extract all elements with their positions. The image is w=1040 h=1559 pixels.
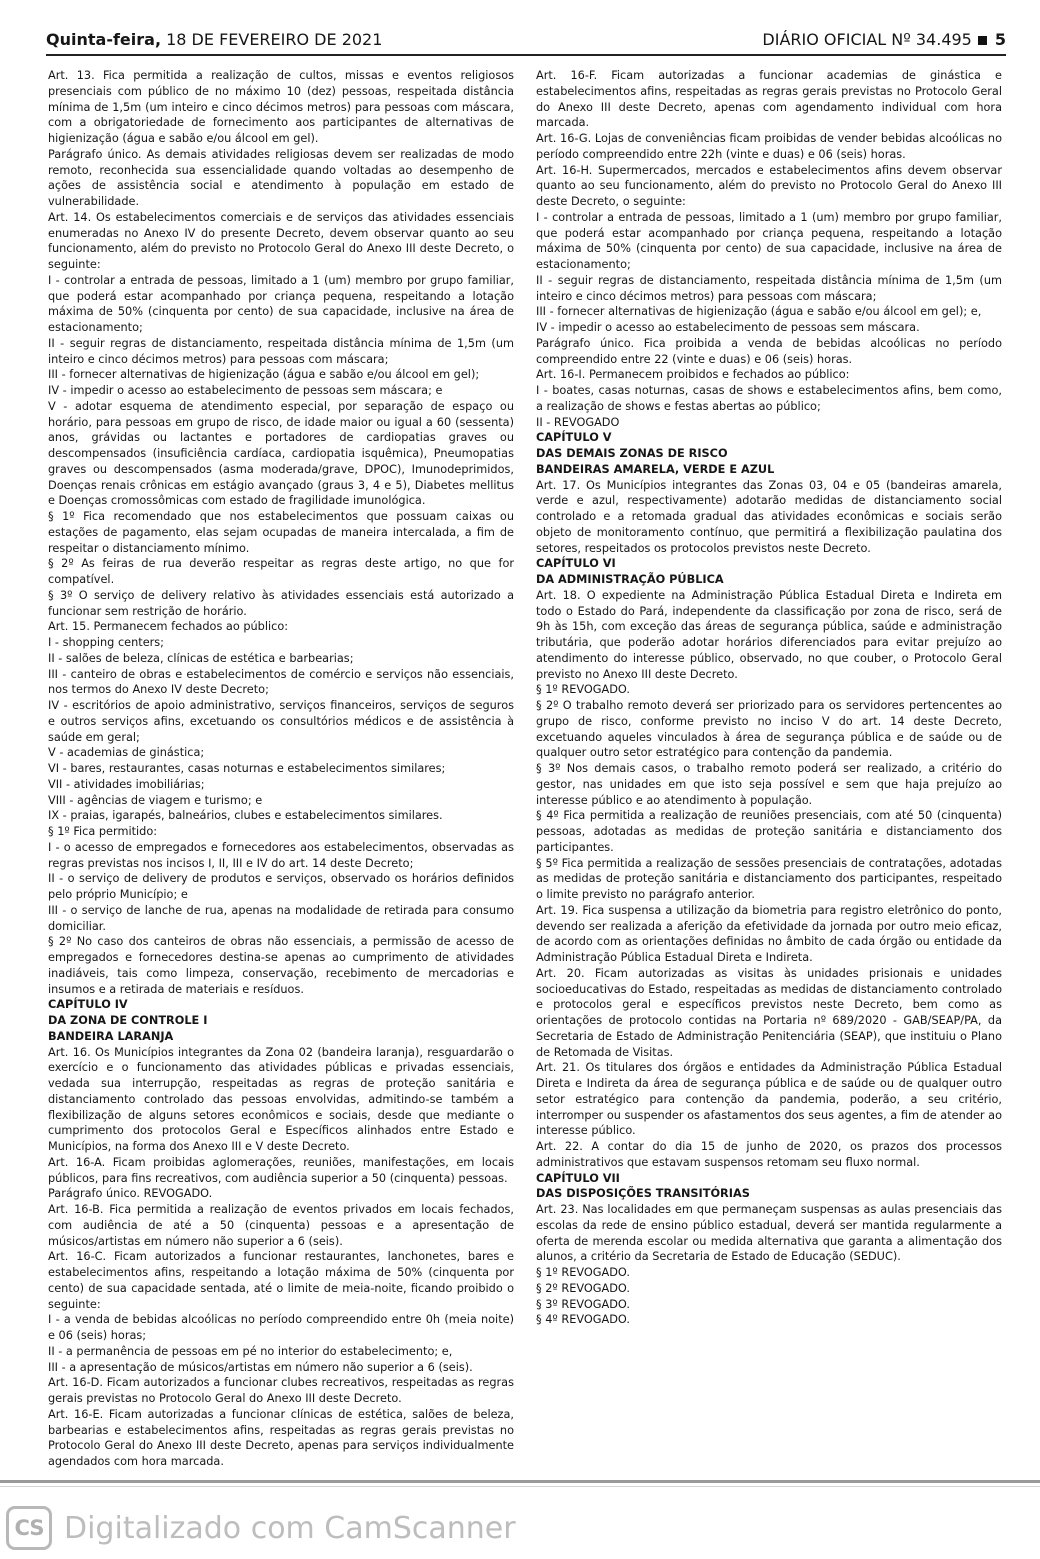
- paragraph: I - shopping centers;: [48, 636, 164, 649]
- paragraph: V - academias de ginástica;: [48, 746, 205, 760]
- section-heading: BANDEIRAS AMARELA, VERDE E AZUL: [536, 462, 775, 476]
- paragraph: Art. 16-A. Ficam proibidas aglomerações, reuniões, manifestações, em locais públicos, para fins recreativos, com audiência superior a 50 (cinquenta) pessoas.: [48, 1155, 514, 1185]
- paragraph: VIII - agências de viagem e turismo; e: [48, 793, 263, 807]
- paragraph: § 5º Fica permitida a realização de sessões presenciais de contratações, adotadas as medidas de proteção sanitária e distanciamento dos participantes, respeitado o limite previsto no parágrafo anterior.: [536, 856, 1002, 901]
- paragraph: II - seguir regras de distanciamento, respeitada distância mínima de 1,5m (um inteiro e cinco décimos metros) para pessoas com máscara;: [536, 273, 1002, 303]
- paragraph: Art. 16-B. Fica permitida a realização de eventos privados em locais fechados, com audiência de até a 50 (cinquenta) pessoas e a apresentação de músicos/artistas em número não superior a 6 (seis).: [48, 1203, 514, 1248]
- right-column: [536, 68, 1002, 1328]
- header-day: Quinta-feira,: [46, 30, 162, 49]
- paragraph: Art. 16-F. Ficam autorizadas a funcionar academias de ginástica e estabelecimentos afins, respeitadas as regras gerais previstas no Protocolo Geral do Anexo III deste Decreto, apenas com agendamento individual com hora marcada.: [536, 69, 1002, 130]
- section-heading: DA ZONA DE CONTROLE I: [48, 1014, 208, 1027]
- section-heading: DAS DEMAIS ZONAS DE RISCO: [536, 447, 728, 460]
- paragraph: § 1º REVOGADO.: [536, 683, 630, 697]
- paragraph: I - boates, casas noturnas, casas de shows e estabelecimentos afins, bem como, a realização de shows e festas abertas ao público;: [536, 384, 1002, 413]
- section-heading: DA ADMINISTRAÇÃO PÚBLICA: [536, 573, 724, 586]
- paragraph: § 1º Fica recomendado que nos estabelecimentos que possuam caixas ou estações de pagamento, elas sejam ocupadas de maneira intercalada, a fim de respeitar o distanciamento mínimo.: [48, 510, 514, 555]
- square-bullet-icon: [978, 36, 987, 45]
- page-header: [46, 30, 1006, 56]
- footer-divider: [0, 1480, 1040, 1483]
- paragraph: § 2º No caso dos canteiros de obras não essenciais, a permissão de acesso de empregados e fornecedores destina-se apenas ao cumprimento de atividades inadiáveis, tais como limpeza, conservação, recebimento de mercadorias e insumos e a retirada de materiais e resíduos.: [48, 935, 514, 996]
- paragraph: I - controlar a entrada de pessoas, limitado a 1 (um) membro por grupo familiar, que poderá estar acompanhado por criança pequena, respeitando a lotação máxima de 50% (cinquenta por cento) de sua capacidade, inclusive na área de estacionamento;: [536, 210, 1002, 271]
- paragraph: Art. 22. A contar do dia 15 de junho de 2020, os prazos dos processos administrativos que estavam suspensos retomam seu fluxo normal.: [536, 1140, 1002, 1169]
- paragraph: V - adotar esquema de atendimento especial, por separação de espaço ou horário, para pessoas em grupo de risco, de idade maior ou igual a 60 (sessenta) anos, grávidas ou lactantes e portadores de cardiopatias graves ou descompensados (insuficiência cardíaca, cardiopatia isquêmica), Pneumopatias graves ou descompensados (asma moderada/grave, DPOC), Imunodeprimidos, Doenças renais crônicas em estágio avançado (graus 3, 4 e 5), Diabetes mellitus e Doenças cromossômicas com estado de fragilidade imunológica.: [48, 399, 514, 508]
- paragraph: Art. 16-C. Ficam autorizados a funcionar restaurantes, lanchonetes, bares e estabelecimentos afins, respeitando a lotação máxima de 50% (cinquenta por cento) de sua capacidade sentada, até o limite de meia-noite, ficando proibido o seguinte:: [48, 1250, 514, 1311]
- paragraph: IV - impedir o acesso ao estabelecimento de pessoas sem máscara.: [536, 321, 920, 334]
- camscanner-text: Digitalizado com CamScanner: [64, 1510, 516, 1546]
- paragraph: III - fornecer alternativas de higienização (água e sabão e/ou álcool em gel); e,: [536, 305, 982, 319]
- paragraph: Art. 16-E. Ficam autorizadas a funcionar clínicas de estética, salões de beleza, barbearias e estabelecimentos afins, respeitadas as regras gerais previstas no Protocolo Geral do Anexo III deste Decreto, apenas para serviços individualmente agendados com hora marcada.: [48, 1407, 514, 1468]
- paragraph: III - fornecer alternativas de higienização (água e sabão e/ou álcool em gel);: [48, 368, 480, 382]
- paragraph: § 1º Fica permitido:: [48, 825, 158, 838]
- paragraph: I - o acesso de empregados e fornecedores aos estabelecimentos, observadas as regras previstas nos incisos I, II, III e IV do art. 14 deste Decreto;: [48, 840, 514, 870]
- paragraph: Art. 20. Ficam autorizadas as visitas às unidades prisionais e unidades socioeducativas do Estado, respeitadas as medidas de distanciamento controlado e protocolos geral e específicos previstos neste Decreto, bem como as orientações de protocolo contidas na Portaria nº 689/2020 - GAB/SEAP/PA, da Secretaria de Estado de Administração Penitenciária (SEAP), que instituiu o Plano de Retomada de Visitas.: [536, 966, 1002, 1059]
- section-heading: BANDEIRA LARANJA: [48, 1029, 174, 1043]
- header-date-text: 18 DE FEVEREIRO DE 2021: [161, 30, 383, 49]
- paragraph: II - a permanência de pessoas em pé no interior do estabelecimento; e,: [48, 1344, 453, 1358]
- paragraph: IV - escritórios de apoio administrativo, serviços financeiros, serviços de seguros e outros serviços afins, excetuando os consultórios médicos e de assistência à saúde em geral;: [48, 699, 514, 744]
- paragraph: Parágrafo único. Fica proibida a venda de bebidas alcoólicas no período compreendido entre 22 (vinte e duas) e 06 (seis) horas.: [536, 336, 1002, 366]
- paragraph: Art. 21. Os titulares dos órgãos e entidades da Administração Pública Estadual Direta e Indireta da área de segurança pública e de saúde ou de qualquer outro setor estratégico para contenção da pandemia, poderão, a seu critério, interromper ou suspender os afastamentos dos seus agentes, a fim de atender ao interesse público.: [536, 1061, 1002, 1138]
- paragraph: III - o serviço de lanche de rua, apenas na modalidade de retirada para consumo domiciliar.: [48, 903, 514, 933]
- paragraph: I - controlar a entrada de pessoas, limitado a 1 (um) membro por grupo familiar, que poderá estar acompanhado por criança pequena, respeitando a lotação máxima de 50% (cinquenta por cento) de sua capacidade, inclusive na área de estacionamento;: [48, 273, 514, 334]
- journal-title: DIÁRIO OFICIAL Nº 34.495: [762, 30, 972, 49]
- paragraph: Art. 16-I. Permanecem proibidos e fechados ao público:: [536, 368, 850, 382]
- header-journal: [762, 30, 1006, 49]
- footer-divider-thin: [0, 1486, 1040, 1487]
- paragraph: § 1º REVOGADO.: [536, 1266, 630, 1279]
- paragraph: II - salões de beleza, clínicas de estética e barbearias;: [48, 651, 354, 665]
- section-heading: DAS DISPOSIÇÕES TRANSITÓRIAS: [536, 1187, 750, 1201]
- paragraph: § 2º As feiras de rua deverão respeitar as regras deste artigo, no que for compatível.: [48, 557, 514, 586]
- paragraph: Art. 19. Fica suspensa a utilização da biometria para registro eletrônico do ponto, devendo ser realizada a aferição da efetividade da jornada por outro meio eficaz, de acordo com as orientações definidas no âmbito de cada órgão ou entidade da Administração Pública Estadual Direta e Indireta.: [536, 903, 1002, 964]
- section-heading: CAPÍTULO IV: [48, 998, 128, 1012]
- section-heading: CAPÍTULO VII: [536, 1171, 620, 1185]
- paragraph: Art. 16. Os Municípios integrantes da Zona 02 (bandeira laranja), resguardarão o exercício e o funcionamento das atividades públicas e privadas essenciais, vedada sua interrupção, respeitadas as regras de proteção sanitária e distanciamento controlado das pessoas envolvidas, admitindo-se também a flexibilização de alguns setores econômicos e sociais, desde que mediante o cumprimento dos protocolos Geral e Específicos alinhados entre Estado e Municípios, na forma dos Anexo III e V deste Decreto.: [48, 1045, 514, 1153]
- section-heading: CAPÍTULO VI: [536, 557, 616, 571]
- paragraph: Art. 23. Nas localidades em que permaneçam suspensas as aulas presenciais das escolas da rede de ensino público estadual, deverá ser mantida regularmente a oferta de merenda escolar ou medida alternativa que garanta a alimentação dos alunos, a critério da Secretaria de Estado de Educação (SEDUC).: [536, 1203, 1002, 1264]
- paragraph: III - canteiro de obras e estabelecimentos de comércio e serviços não essenciais, nos termos do Anexo IV deste Decreto;: [48, 667, 514, 697]
- paragraph: Art. 15. Permanecem fechados ao público:: [48, 620, 289, 634]
- paragraph: VII - atividades imobiliárias;: [48, 777, 205, 791]
- paragraph: § 2º O trabalho remoto deverá ser priorizado para os servidores pertencentes ao grupo de risco, conforme previsto no inciso V do art. 14 deste Decreto, excetuando aqueles vinculados à área de segurança pública e de saúde ou de qualquer outro setor estratégico para contenção da pandemia.: [536, 699, 1002, 760]
- paragraph: § 3º REVOGADO.: [536, 1297, 630, 1311]
- paragraph: Art. 16-G. Lojas de conveniências ficam proibidas de vender bebidas alcoólicas no período compreendido entre 22h (vinte e duas) e 06 (seis) horas.: [536, 132, 1002, 161]
- header-date: [46, 30, 382, 49]
- page-number: 5: [994, 30, 1006, 49]
- paragraph: IV - impedir o acesso ao estabelecimento de pessoas sem máscara; e: [48, 384, 443, 397]
- section-heading: CAPÍTULO V: [536, 431, 612, 445]
- paragraph: III - a apresentação de músicos/artistas em número não superior a 6 (seis).: [48, 1360, 473, 1374]
- paragraph: Art. 16-H. Supermercados, mercados e estabelecimentos afins devem observar quanto ao seu funcionamento, além do previsto no Protocolo Geral do Anexo III deste Decreto, o seguinte:: [536, 163, 1002, 208]
- paragraph: II - seguir regras de distanciamento, respeitada distância mínima de 1,5m (um inteiro e cinco décimos metros) para pessoas com máscara;: [48, 336, 514, 366]
- paragraph: Art. 13. Fica permitida a realização de cultos, missas e eventos religiosos presenciais com público de no máximo 10 (dez) pessoas, respeitada distância mínima de 1,5m (um inteiro e cinco décimos metros) para pessoas com máscara, com a obrigatoriedade de fornecimento aos participantes de alternativas de higienização (água e sabão e/ou álcool em gel).: [48, 69, 514, 145]
- paragraph: Art. 17. Os Municípios integrantes das Zonas 03, 04 e 05 (bandeiras amarela, verde e azul, respectivamente) adotarão medidas de distanciamento social controlado e a retomada gradual das atividades econômicas e sociais serão objeto de monitoramento contínuo, que permitirá a flexibilização paulatina dos setores, respeitados os protocolos previstos neste Decreto.: [536, 478, 1002, 555]
- paragraph: I - a venda de bebidas alcoólicas no período compreendido entre 0h (meia noite) e 06 (seis) horas;: [48, 1313, 514, 1342]
- paragraph: Parágrafo único. As demais atividades religiosas devem ser realizadas de modo remoto, reconhecida sua essencialidade quando voltadas ao desempenho de ações de assistência social e atendimento à população em estado de vulnerabilidade.: [48, 147, 514, 208]
- paragraph: § 4º REVOGADO.: [536, 1313, 630, 1327]
- paragraph: II - REVOGADO: [536, 415, 620, 429]
- paragraph: Parágrafo único. REVOGADO.: [48, 1187, 213, 1201]
- paragraph: § 4º Fica permitida a realização de reuniões presenciais, com até 50 (cinquenta) pessoas, adotadas as medidas de proteção sanitária e distanciamento dos participantes.: [536, 809, 1002, 854]
- paragraph: II - o serviço de delivery de produtos e serviços, observado os horários definidos pelo próprio Município; e: [48, 872, 514, 901]
- paragraph: § 3º Nos demais casos, o trabalho remoto poderá ser realizado, a critério do gestor, nas unidades em que isto seja possível e sem que haja prejuízo ao interesse público e ao atendimento à população.: [536, 762, 1002, 807]
- left-column: [48, 68, 514, 1470]
- paragraph: § 2º REVOGADO.: [536, 1281, 630, 1295]
- paragraph: VI - bares, restaurantes, casas noturnas e estabelecimentos similares;: [48, 762, 446, 775]
- camscanner-logo-icon: CS: [6, 1506, 52, 1550]
- paragraph: Art. 16-D. Ficam autorizados a funcionar clubes recreativos, respeitadas as regras gerais previstas no Protocolo Geral do Anexo III deste Decreto.: [48, 1376, 514, 1405]
- camscanner-watermark: [6, 1504, 516, 1552]
- paragraph: Art. 18. O expediente na Administração Pública Estadual Direta e Indireta em todo o Estado do Pará, independente da classificação por zona de risco, será de 9h às 15h, com exceção das áreas de segurança pública, saúde e administração tributária, que poderão adotar horários diferenciados para evitar prejuízo ao atendimento do interesse público, observado, no que couber, o Protocolo Geral previsto no Anexo III deste Decreto.: [536, 588, 1002, 681]
- paragraph: IX - praias, igarapés, balneários, clubes e estabelecimentos similares.: [48, 809, 443, 823]
- paragraph: § 3º O serviço de delivery relativo às atividades essenciais está autorizado a funcionar sem restrição de horário.: [48, 588, 514, 618]
- paragraph: Art. 14. Os estabelecimentos comerciais e de serviços das atividades essenciais enumeradas no Anexo IV do presente Decreto, devem observar quanto ao seu funcionamento, além do previsto no Protocolo Geral do Anexo III deste Decreto, o seguinte:: [48, 210, 514, 271]
